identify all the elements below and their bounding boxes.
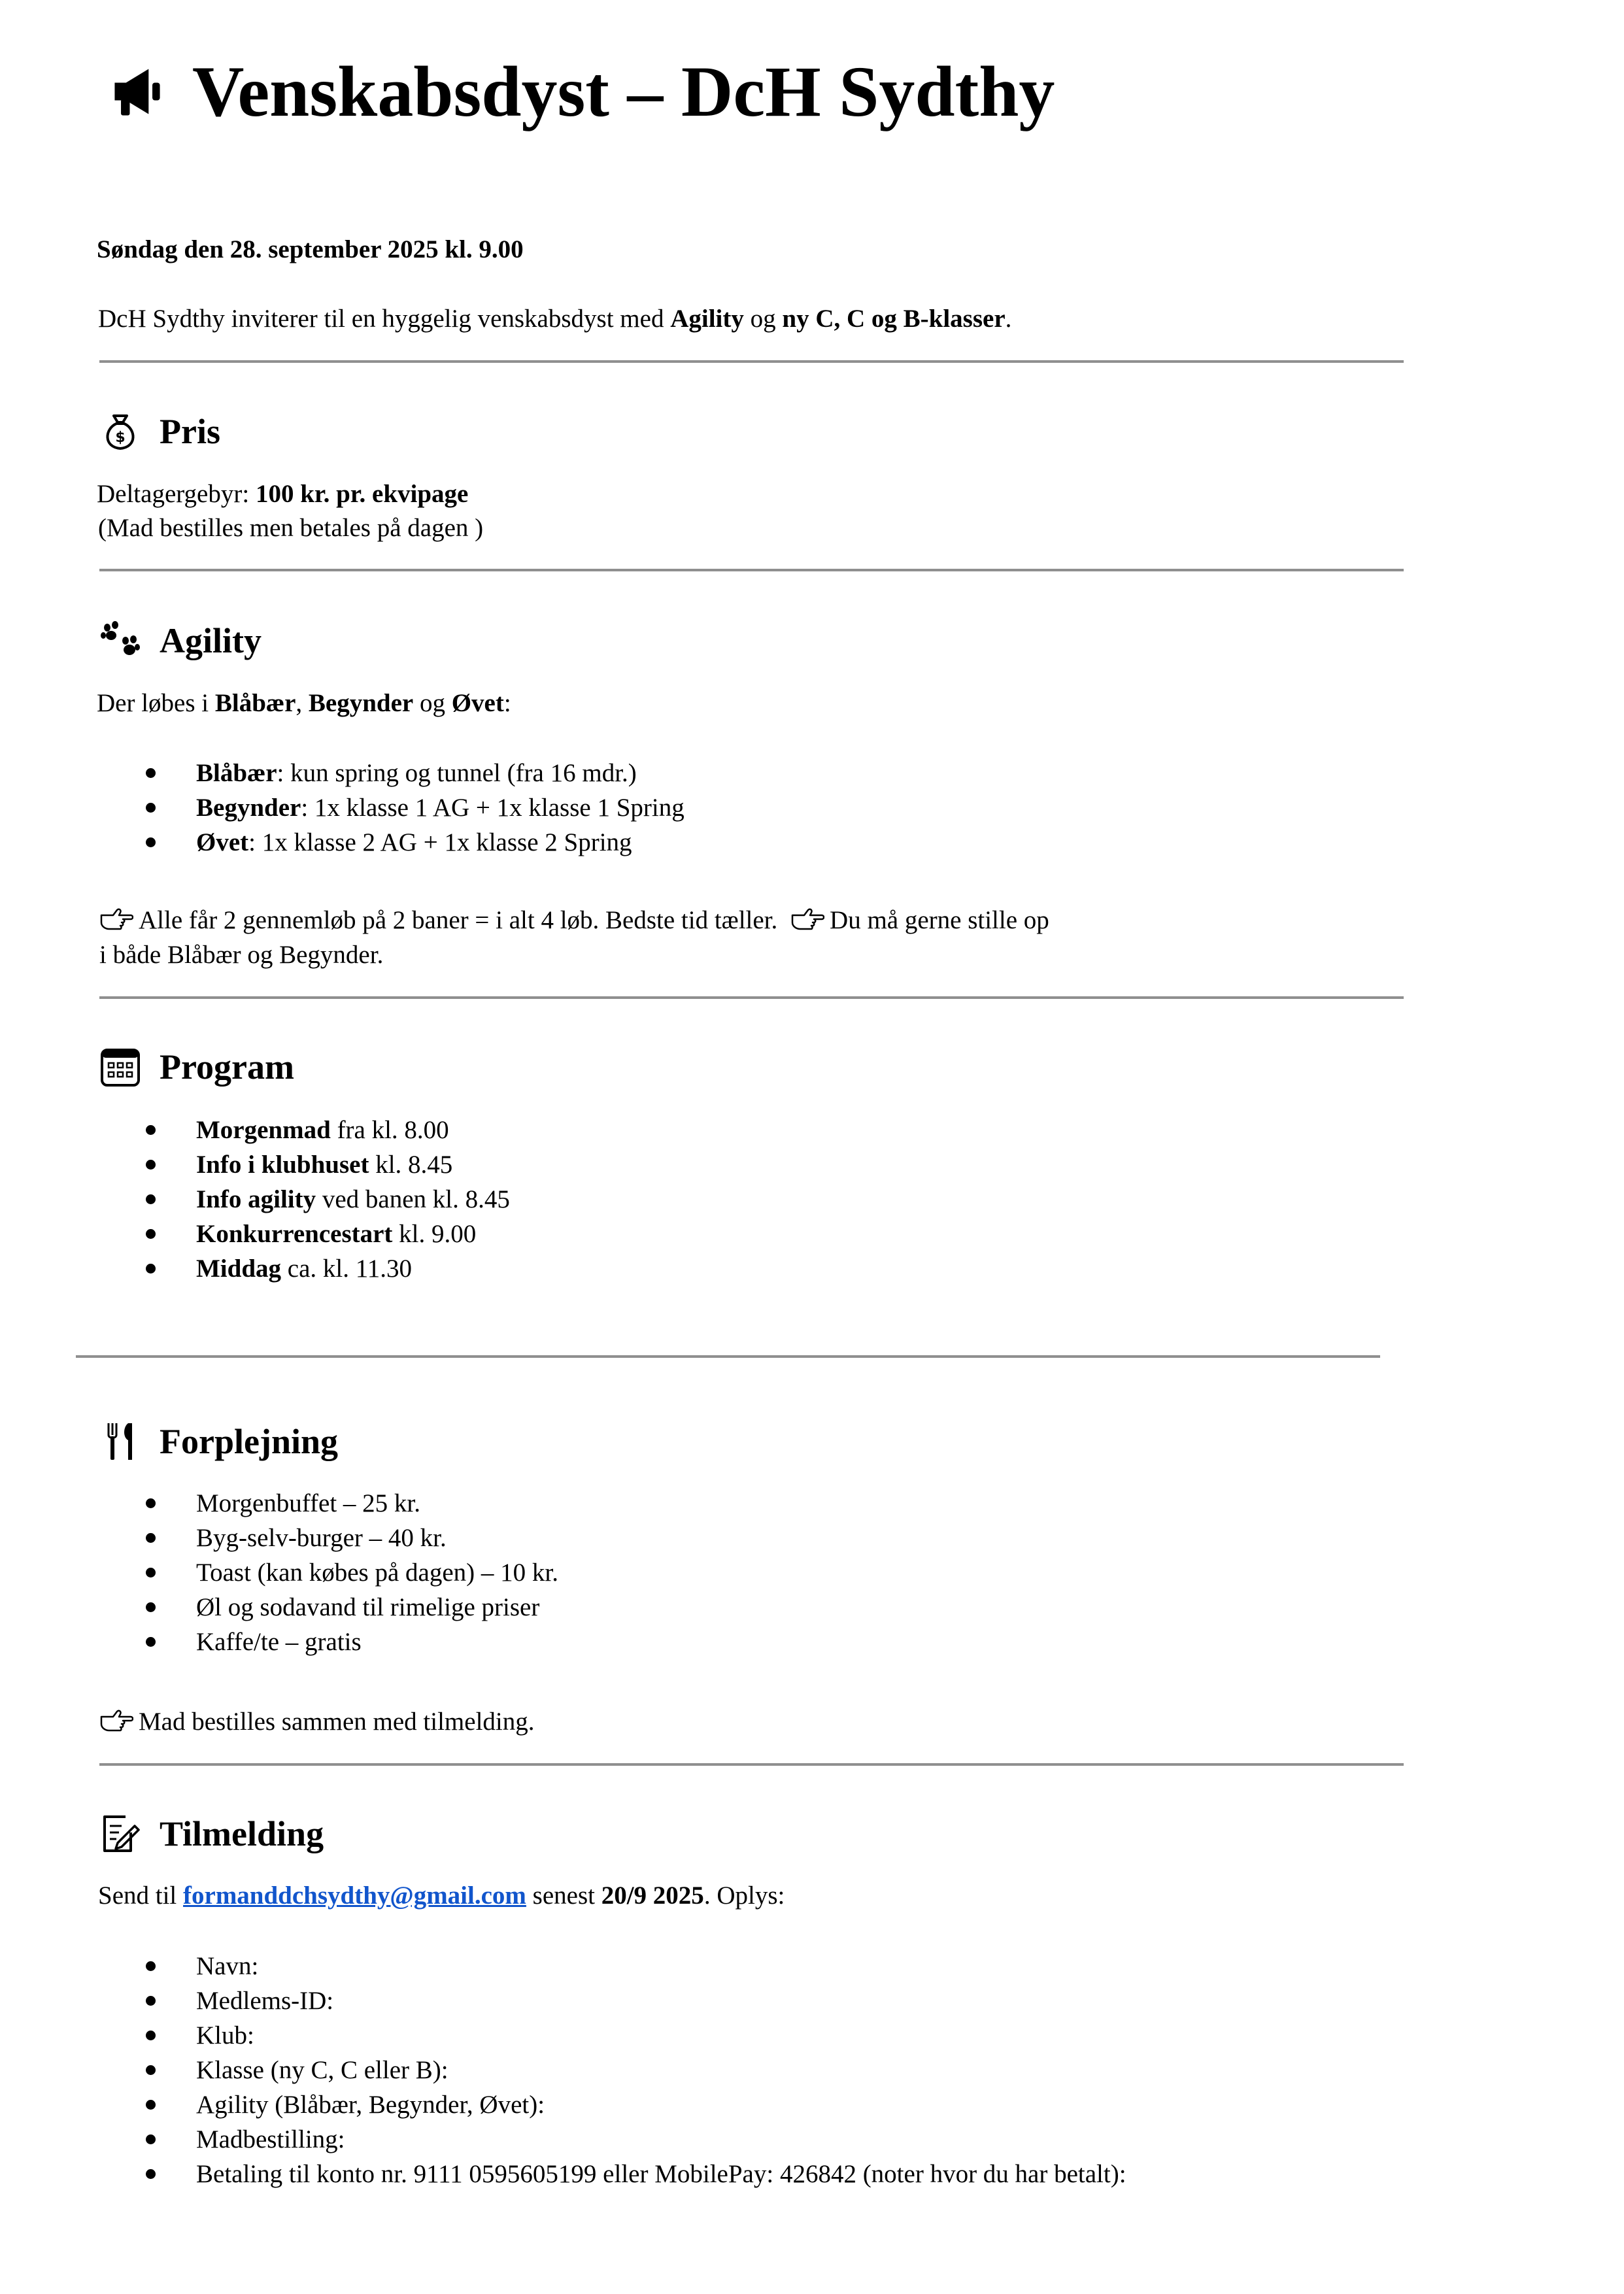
email-link[interactable]: formanddchsydthy@gmail.com <box>183 1881 526 1910</box>
list-item: Medlems-ID: <box>99 1983 1126 2018</box>
list-item: Madbestilling: <box>99 2122 1126 2157</box>
section-heading-forplejning: Forplejning <box>99 1419 338 1464</box>
section-heading-agility: Agility <box>99 618 262 664</box>
fork-knife-icon <box>99 1421 141 1462</box>
list-item: Toast (kan købes på dagen) – 10 kr. <box>99 1555 558 1590</box>
fee-line: Deltagergebyr: 100 kr. pr. ekvipage <box>97 480 469 508</box>
list-item: Morgenbuffet – 25 kr. <box>99 1486 558 1521</box>
list-item: Agility (Blåbær, Begynder, Øvet): <box>99 2087 1126 2122</box>
money-bag-icon <box>99 411 141 452</box>
list-item: Kaffe/te – gratis <box>99 1625 558 1659</box>
fee-note: (Mad bestilles men betales på dagen ) <box>98 514 484 542</box>
list-item: Øl og sodavand til rimelige priser <box>99 1590 558 1625</box>
list-item: Middag ca. kl. 11.30 <box>99 1251 510 1286</box>
event-date: Søndag den 28. september 2025 kl. 9.00 <box>97 235 524 263</box>
pointing-hand-icon <box>790 906 824 932</box>
list-item: Begynder: 1x klasse 1 AG + 1x klasse 1 Spring <box>99 790 685 825</box>
list-item: Klasse (ny C, C eller B): <box>99 2053 1126 2087</box>
agility-intro: Der løbes i Blåbær, Begynder og Øvet: <box>97 689 511 717</box>
divider <box>99 360 1404 363</box>
list-item: Øvet: 1x klasse 2 AG + 1x klasse 2 Spring <box>99 825 685 860</box>
svg-text:$: $ <box>115 430 126 446</box>
list-item: Konkurrencestart kl. 9.00 <box>99 1217 510 1251</box>
megaphone-icon <box>106 60 169 123</box>
signup-list <box>99 1949 1126 2191</box>
divider <box>99 1763 1404 1766</box>
agility-note: Alle får 2 gennemløb på 2 baner = i alt 4 løb. Bedste tid tæller. Du må gerne stille op <box>99 903 1049 937</box>
list-item: Info agility ved banen kl. 8.45 <box>99 1182 510 1217</box>
pointing-hand-icon <box>99 1708 133 1734</box>
food-note: Mad bestilles sammen med tilmelding. <box>99 1705 535 1739</box>
section-heading-program: Program <box>99 1044 294 1090</box>
section-heading-tilmelding: Tilmelding <box>99 1811 324 1857</box>
calendar-icon <box>99 1046 141 1088</box>
pointing-hand-icon <box>99 906 133 932</box>
paw-prints-icon <box>99 620 141 662</box>
divider <box>99 996 1404 999</box>
agility-note-continued: i både Blåbær og Begynder. <box>99 941 384 969</box>
list-item: Morgenmad fra kl. 8.00 <box>99 1113 510 1147</box>
title-text: Venskabsdyst – DcH Sydthy <box>192 52 1055 131</box>
list-item: Betaling til konto nr. 9111 0595605199 eller MobilePay: 426842 (noter hvor du har betalt): <box>99 2157 1126 2191</box>
program-list <box>99 1113 510 1286</box>
memo-icon <box>99 1813 141 1855</box>
list-item: Info i klubhuset kl. 8.45 <box>99 1147 510 1182</box>
list-item: Byg-selv-burger – 40 kr. <box>99 1521 558 1555</box>
list-item: Klub: <box>99 2018 1126 2053</box>
list-item: Blåbær: kun spring og tunnel (fra 16 mdr.) <box>99 756 685 790</box>
list-item: Navn: <box>99 1949 1126 1983</box>
agility-list <box>99 756 685 860</box>
forplejning-list <box>99 1486 558 1659</box>
intro-text: DcH Sydthy inviterer til en hyggelig venskabsdyst med Agility og ny C, C og B-klasser. <box>98 305 1012 333</box>
page-title <box>106 46 1055 137</box>
divider <box>99 569 1404 571</box>
section-heading-pris: $ Pris <box>99 409 220 454</box>
signup-line: Send til formanddchsydthy@gmail.com senest 20/9 2025. Oplys: <box>98 1881 785 1910</box>
divider <box>76 1355 1380 1358</box>
